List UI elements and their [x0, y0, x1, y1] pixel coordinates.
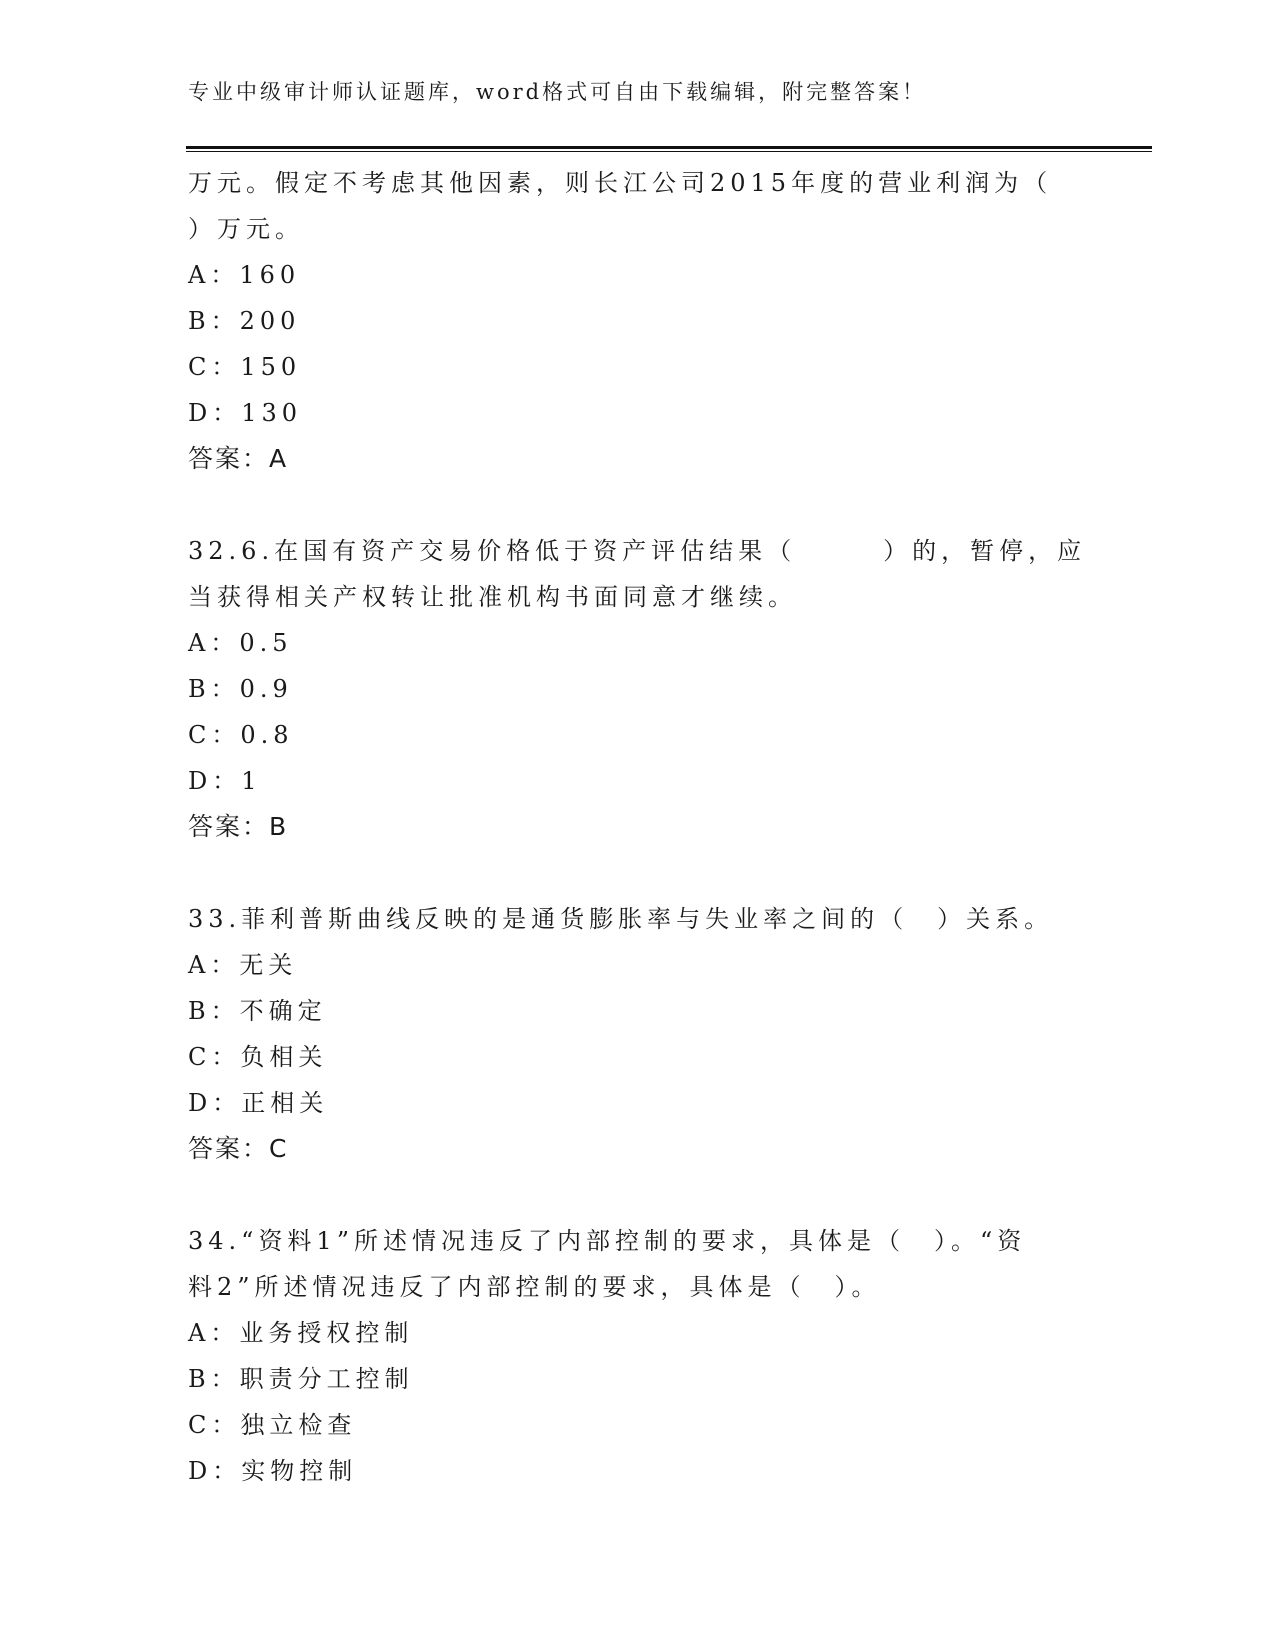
question-34: [188, 1218, 1088, 1494]
header-divider: [186, 146, 1152, 152]
question-list: [188, 160, 1088, 1494]
spacer: [188, 850, 1088, 896]
option-c: C：0.8: [188, 721, 294, 749]
question-stem-line: 料2”所述情况违反了内部控制的要求，具体是（ ）。: [188, 1273, 881, 1301]
option-d: D：实物控制: [188, 1457, 358, 1485]
spacer: [188, 482, 1088, 528]
option-c: C：150: [188, 353, 302, 381]
option-a: A：无关: [188, 951, 298, 979]
answer-label: 答案：B: [188, 812, 289, 841]
option-b: B：200: [188, 307, 301, 335]
option-c: C：独立检查: [188, 1411, 357, 1439]
question-stem-line: 33.菲利普斯曲线反映的是通货膨胀率与失业率之间的（ ）关系。: [188, 905, 1054, 933]
option-a: A：160: [188, 261, 301, 289]
spacer: [188, 1172, 1088, 1218]
option-c: C：负相关: [188, 1043, 328, 1071]
option-b: B：不确定: [188, 997, 327, 1025]
question-stem-line: 32.6.在国有资产交易价格低于资产评估结果（ ）的，暂停，应: [188, 537, 1087, 565]
option-d: D：1: [188, 767, 262, 795]
question-33: [188, 896, 1088, 1172]
option-b: B：职责分工控制: [188, 1365, 414, 1393]
option-d: D：130: [188, 399, 303, 427]
question-stem-line: 当获得相关产权转让批准机构书面同意才继续。: [188, 583, 797, 611]
question-stem-line: ）万元。: [188, 215, 304, 243]
option-a: A：业务授权控制: [188, 1319, 414, 1347]
question-stem-line: 万元。假定不考虑其他因素，则长江公司2015年度的营业利润为（: [188, 169, 1053, 197]
page-header: 专业中级审计师认证题库，word格式可自由下载编辑，附完整答案！: [188, 80, 927, 104]
question-stem-line: 34.“资料1”所述情况违反了内部控制的要求，具体是（ ）。“资: [188, 1227, 1027, 1255]
answer-label: 答案：C: [188, 1134, 289, 1163]
question-31: [188, 160, 1088, 482]
option-a: A：0.5: [188, 629, 293, 657]
question-32: [188, 528, 1088, 850]
option-d: D：正相关: [188, 1089, 329, 1117]
option-b: B：0.9: [188, 675, 293, 703]
answer-label: 答案：A: [188, 444, 289, 473]
